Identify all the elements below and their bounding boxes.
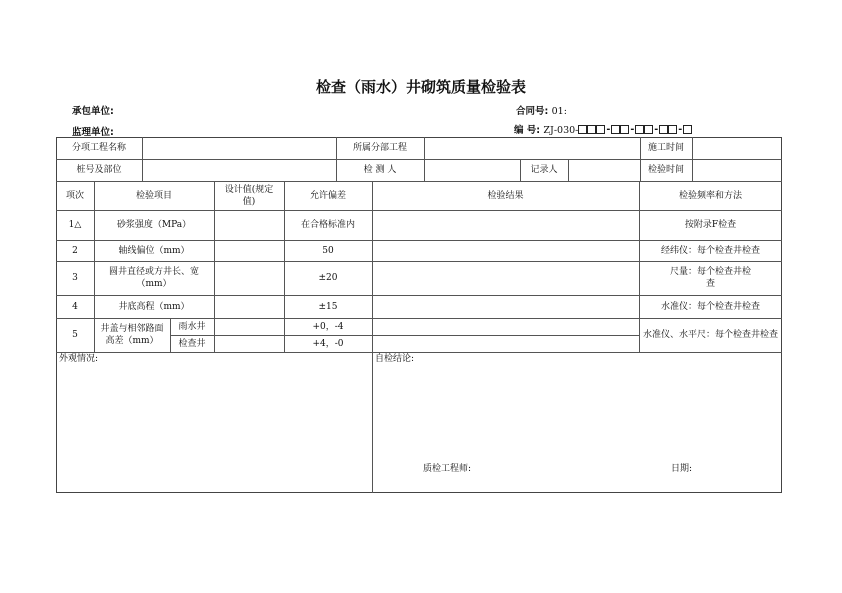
row-5-sub-1-label: 雨水井 (178, 321, 206, 332)
construction-time-field[interactable] (693, 137, 782, 159)
contractor-label: 承包单位: (72, 106, 114, 117)
self-check-label: 自检结论: (375, 354, 415, 364)
row-2-tolerance: 50 (322, 245, 334, 256)
col-result: 检验结果 (487, 190, 524, 201)
sub-project-label: 分项工程名称 (71, 143, 126, 153)
division-label: 所属分部工程 (352, 143, 407, 153)
row-1-item: 砂浆强度（MPa） (116, 220, 192, 230)
division-field[interactable] (425, 137, 640, 159)
row-3-method: 尺量：每个检查井检查 (669, 267, 751, 289)
row-2-method: 经纬仪：每个检查井检查 (660, 245, 760, 256)
serial-label: 编 号: (514, 125, 541, 136)
appearance-section[interactable] (56, 352, 372, 493)
row-5-sub-1-result[interactable] (372, 318, 639, 335)
col-design: 设计值(规定值) (224, 184, 274, 207)
row-5-sub-1-tolerance: +0，-4 (312, 321, 344, 332)
contract-no-label: 合同号: (516, 106, 549, 117)
serial-number (514, 122, 692, 136)
row-2-no: 2 (72, 245, 78, 256)
row-1-tolerance: 在合格标准内 (300, 220, 355, 230)
row-1-no: 1△ (68, 220, 82, 230)
supervisor-label: 监理单位: (72, 127, 114, 138)
col-item: 检验项目 (135, 190, 172, 201)
col-method: 检验频率和方法 (678, 190, 742, 201)
row-5-sub-2-label: 检查井 (178, 338, 206, 349)
recorder-field[interactable] (569, 159, 640, 181)
row-1-method: 按附录F检查 (684, 220, 737, 230)
inspection-time-label: 检验时间 (647, 165, 684, 175)
appearance-label: 外观情况: (59, 354, 99, 364)
page-title: 检查（雨水）井砌筑质量检验表 (315, 78, 526, 96)
qc-engineer-label: 质检工程师: (423, 464, 472, 474)
inspector-field[interactable] (425, 159, 520, 181)
row-4-item: 井底高程（mm） (118, 301, 190, 312)
row-5-item: 井盖与相邻路面高差（mm） (100, 324, 164, 346)
construction-time-label: 施工时间 (647, 143, 684, 153)
row-4-tolerance: ±15 (318, 301, 338, 312)
row-3-result[interactable] (372, 261, 639, 295)
recorder-label: 记录人 (530, 165, 558, 175)
serial-boxes: - - - - (578, 124, 692, 135)
row-5-method: 水准仪、水平尺：每个检查井检查 (643, 330, 779, 340)
row-3-tolerance: ±20 (318, 273, 338, 283)
contract-no-value: 01: (551, 106, 567, 117)
date-label: 日期: (671, 464, 693, 474)
row-4-result[interactable] (372, 295, 639, 318)
row-4-method: 水准仪：每个检查井检查 (660, 301, 760, 312)
row-1-result[interactable] (372, 210, 639, 240)
sub-project-field[interactable] (143, 137, 336, 159)
serial-prefix: ZJ-030- (543, 125, 579, 136)
inspector-label: 检 测 人 (363, 165, 397, 175)
col-no: 项次 (65, 190, 84, 201)
row-5-no: 5 (72, 330, 78, 340)
row-5-sub-2-tolerance: +4，-0 (312, 338, 344, 349)
contract-no (516, 103, 567, 117)
col-tolerance: 允许偏差 (309, 190, 346, 201)
row-2-result[interactable] (372, 240, 639, 261)
row-3-no: 3 (72, 273, 78, 283)
inspection-time-field[interactable] (693, 159, 782, 181)
station-label: 桩号及部位 (76, 165, 122, 175)
row-3-item: 圆井直径或方井长、宽（mm） (108, 267, 199, 289)
row-4-no: 4 (72, 301, 78, 312)
station-field[interactable] (143, 159, 336, 181)
row-5-sub-2-result[interactable] (372, 335, 639, 352)
row-2-item: 轴线偏位（mm） (118, 245, 190, 256)
